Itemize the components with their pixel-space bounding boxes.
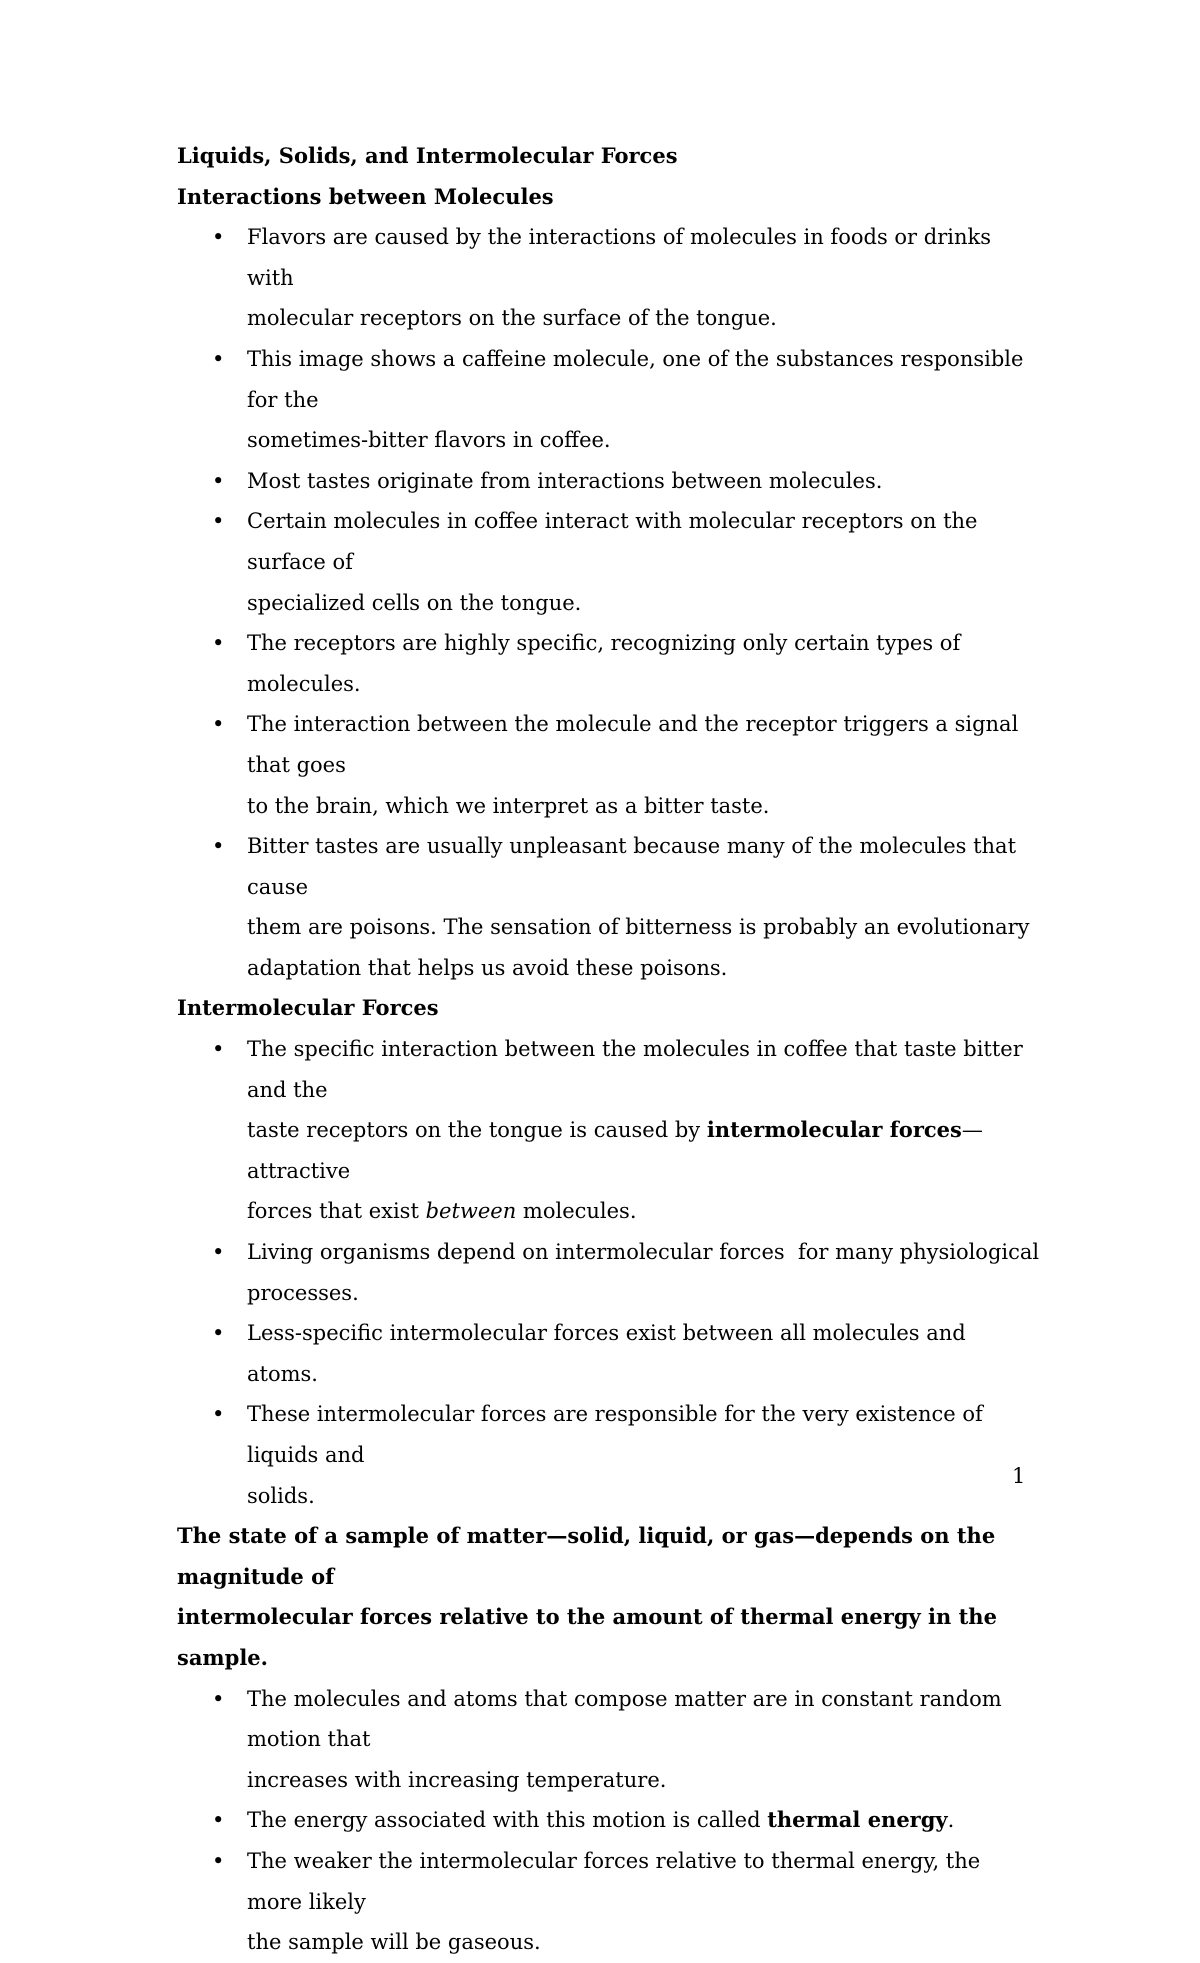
document-title: Liquids, Solids, and Intermolecular Forces	[177, 143, 678, 168]
list-item	[177, 1313, 1037, 1394]
bullet-icon: •	[212, 1402, 225, 1427]
list-item-line: The molecules and atoms that compose matter are in constant random motion that	[247, 1686, 1002, 1752]
section-heading-interactions: Interactions between Molecules	[177, 183, 554, 209]
list-item-line: Flavors are caused by the interactions of molecules in foods or drinks with	[247, 225, 991, 290]
section-heading-intermolecular-forces: Intermolecular Forces	[177, 995, 439, 1021]
list-item	[177, 217, 1037, 339]
list-item-line: Less-specific intermolecular forces exist between all molecules and atoms.	[247, 1321, 966, 1386]
bullet-icon: •	[212, 1808, 225, 1833]
list-item-line: adaptation that helps us avoid these poisons.	[247, 955, 728, 980]
list-item	[177, 704, 1037, 826]
bullet-icon: •	[212, 712, 225, 737]
text-run: molecules.	[516, 1199, 637, 1224]
list-item-line: sometimes-bitter flavors in coffee.	[247, 428, 611, 453]
document-page	[177, 136, 1040, 1963]
bullet-icon: •	[212, 1848, 225, 1873]
list-item-line: specialized cells on the tongue.	[247, 590, 582, 615]
bold-paragraph-state-of-matter	[177, 1516, 1037, 1678]
list-item-line	[247, 1800, 1037, 1841]
text-run: —attractive	[247, 1118, 983, 1183]
list-item	[177, 1679, 1037, 1801]
list-item-line: processes.	[247, 1280, 359, 1305]
list-item	[177, 1841, 1037, 1963]
list-item	[177, 339, 1037, 461]
list-item-line: The interaction between the molecule and the receptor triggers a signal that goes	[247, 712, 1019, 777]
paragraph-line: intermolecular forces relative to the amount of thermal energy in the sample.	[177, 1604, 997, 1670]
text-run: forces that exist	[247, 1199, 426, 1224]
list-item-line	[247, 1110, 1037, 1191]
text-run: taste receptors on the tongue is caused by	[247, 1118, 707, 1143]
list-item-line: them are poisons. The sensation of bitterness is probably an evolutionary	[247, 915, 1030, 940]
bullet-list-intermolecular-forces	[177, 1029, 1040, 1516]
list-item-line: Certain molecules in coffee interact with molecular receptors on the surface of	[247, 509, 978, 574]
list-item	[177, 1800, 1037, 1841]
list-item-line: Bitter tastes are usually unpleasant because many of the molecules that cause	[247, 834, 1017, 899]
list-item-line: The receptors are highly specific, recognizing only certain types of molecules.	[247, 631, 961, 696]
list-item-line	[247, 1191, 1037, 1232]
bullet-icon: •	[212, 509, 225, 534]
list-item	[177, 826, 1037, 988]
list-item-line: This image shows a caffeine molecule, one of the substances responsible for the	[247, 346, 1024, 412]
list-item-line: to the brain, which we interpret as a bitter taste.	[247, 793, 770, 818]
list-item	[177, 623, 1037, 704]
bullet-icon: •	[212, 1321, 225, 1346]
list-item-line: These intermolecular forces are responsible for the very existence of liquids and	[247, 1402, 983, 1467]
list-item	[177, 1394, 1037, 1516]
bullet-icon: •	[212, 346, 225, 371]
term-thermal-energy: thermal energy	[767, 1807, 948, 1833]
list-item-line: solids.	[247, 1483, 315, 1508]
text-run: .	[947, 1808, 955, 1833]
list-item-line: The specific interaction between the molecules in coffee that taste bitter and the	[247, 1037, 1023, 1102]
term-intermolecular-forces: intermolecular forces	[706, 1117, 962, 1143]
list-item	[177, 1232, 1040, 1313]
paragraph-line: The state of a sample of matter—solid, liquid, or gas—depends on the magnitude of	[177, 1523, 996, 1589]
bullet-icon: •	[212, 468, 225, 493]
text-run: The energy associated with this motion is called	[247, 1808, 768, 1833]
list-item-line: the sample will be gaseous.	[247, 1930, 541, 1955]
list-item	[177, 1029, 1037, 1232]
list-item-line: The weaker the intermolecular forces relative to thermal energy, the more likely	[247, 1848, 981, 1914]
bullet-icon: •	[212, 225, 225, 250]
bullet-icon: •	[212, 1240, 225, 1265]
list-item	[177, 501, 1037, 623]
list-item-line: molecular receptors on the surface of the tongue.	[247, 306, 777, 331]
bullet-list-thermal-energy	[177, 1679, 1037, 1963]
list-item-line: Most tastes originate from interactions between molecules.	[247, 468, 883, 493]
bullet-list-interactions	[177, 217, 1037, 988]
list-item-line: Living organisms depend on intermolecular forces for many physiological	[247, 1240, 1040, 1265]
list-item-line: increases with increasing temperature.	[247, 1767, 667, 1792]
bullet-icon: •	[212, 834, 225, 859]
bullet-icon: •	[212, 1037, 225, 1062]
bullet-icon: •	[212, 1686, 225, 1711]
page-number: 1	[1012, 1464, 1026, 1488]
list-item	[177, 461, 1037, 502]
bullet-icon: •	[212, 631, 225, 656]
emphasis-between: between	[425, 1199, 517, 1224]
